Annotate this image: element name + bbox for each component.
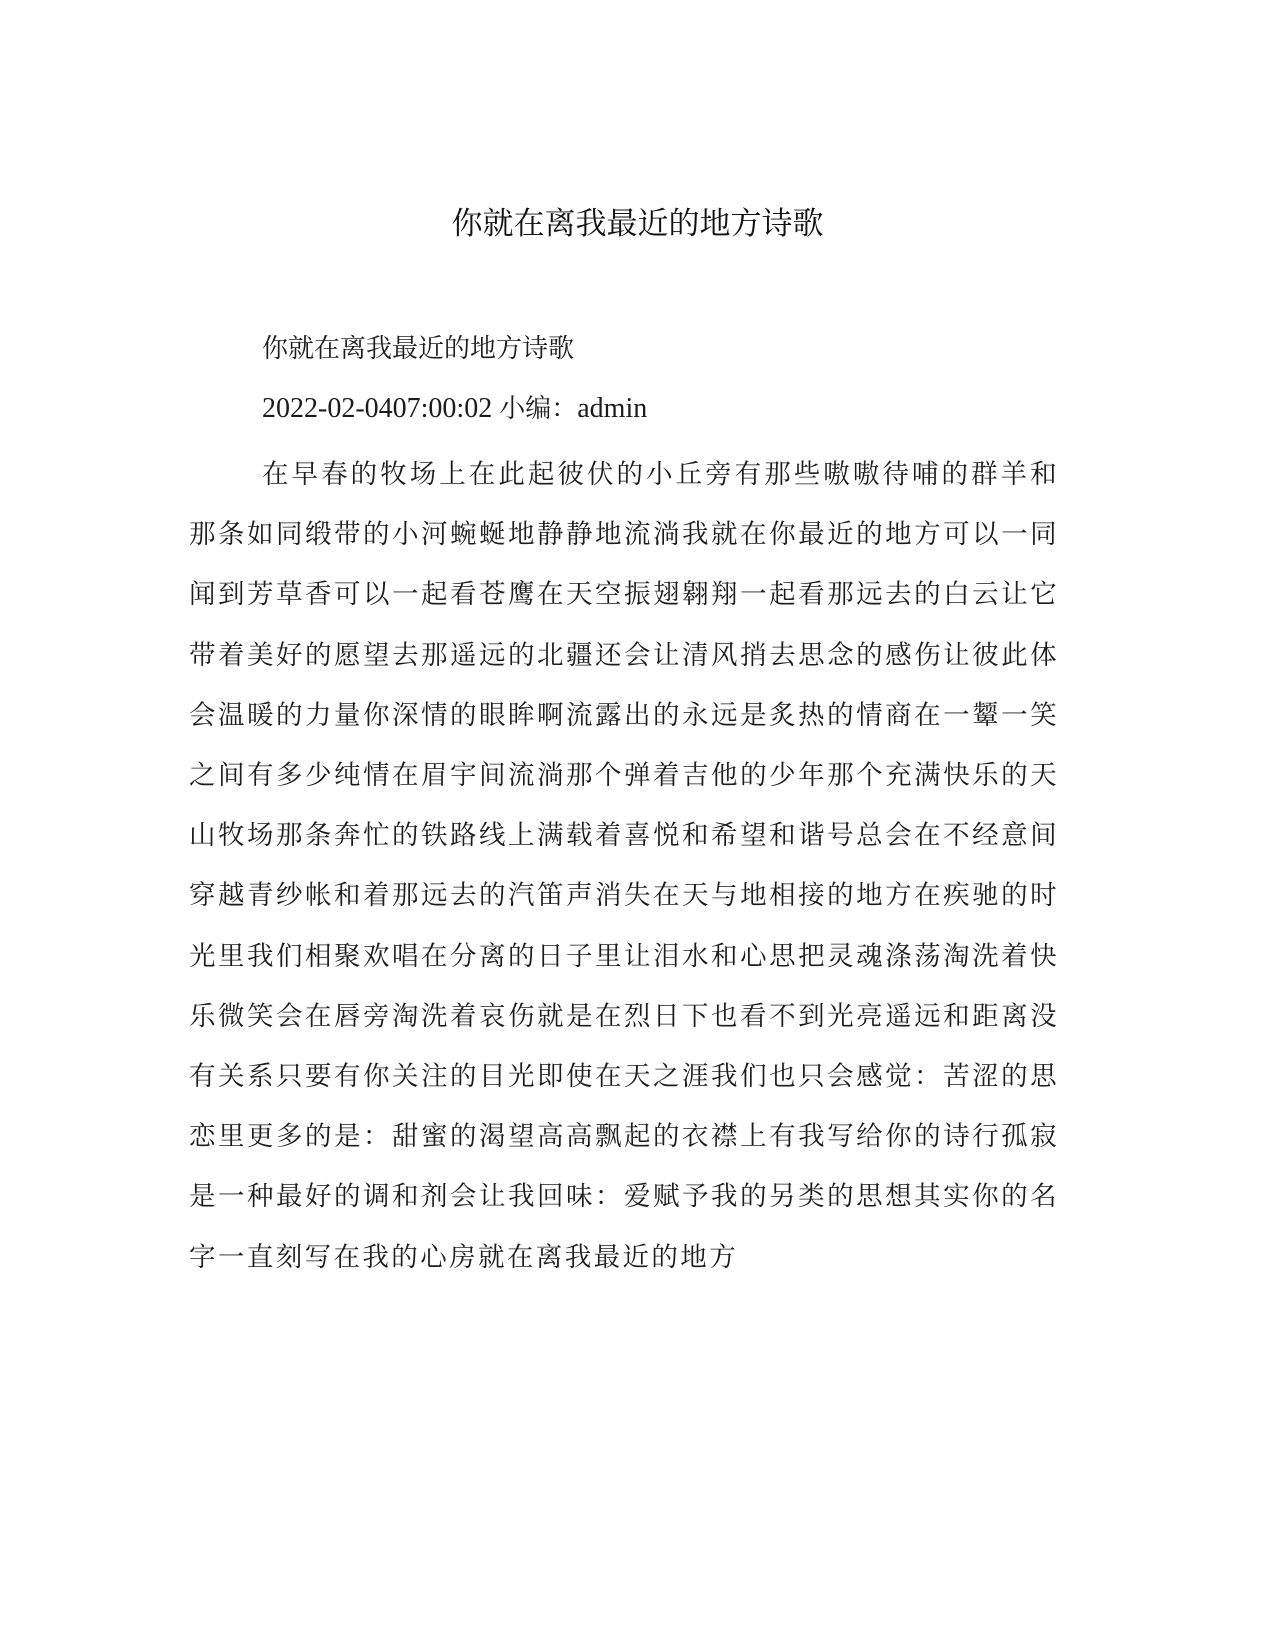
editor-name: admin: [577, 393, 648, 424]
editor-label: 小编：: [499, 394, 578, 424]
article-subtitle: 你就在离我最近的地方诗歌: [262, 334, 575, 364]
publish-date: 2022-02-0407:00:02: [262, 393, 493, 424]
article-content: [189, 327, 1059, 1288]
article-meta: [189, 386, 1059, 431]
poem-body: 在早春的牧场上在此起彼伏的小丘旁有那些嗷嗷待哺的群羊和那条如同缎带的小河蜿蜒地静静地流淌我就在你最近的地方可以一同闻到芳草香可以一起看苍鹰在天空振翅翱翔一起看那远去的白云让它带着美好的愿望去那遥远的北疆还会让清风捎去思念的感伤让彼此体会温暖的力量你深情的眼眸啊流露出的永远是炙热的情商在一颦一笑之间有多少纯情在眉宇间流淌那个弹着吉他的少年那个充满快乐的天山牧场那条奔忙的铁路线上满载着喜悦和希望和谐号总会在不经意间穿越青纱帐和着那远去的汽笛声消失在天与地相接的地方在疾驰的时光里我们相聚欢唱在分离的日子里让泪水和心思把灵魂涤荡淘洗着快乐微笑会在唇旁淘洗着哀伤就是在烈日下也看不到光亮遥远和距离没有关系只要有你关注的目光即使在天之涯我们也只会感觉：苦涩的思恋里更多的是：甜蜜的渴望高高飘起的衣襟上有我写给你的诗行孤寂是一种最好的调和剂会让我回味：爱赋予我的另类的思想其实你的名字一直刻写在我的心房就在离我最近的地方: [189, 459, 1059, 1273]
page-title: 你就在离我最近的地方诗歌: [451, 206, 824, 242]
